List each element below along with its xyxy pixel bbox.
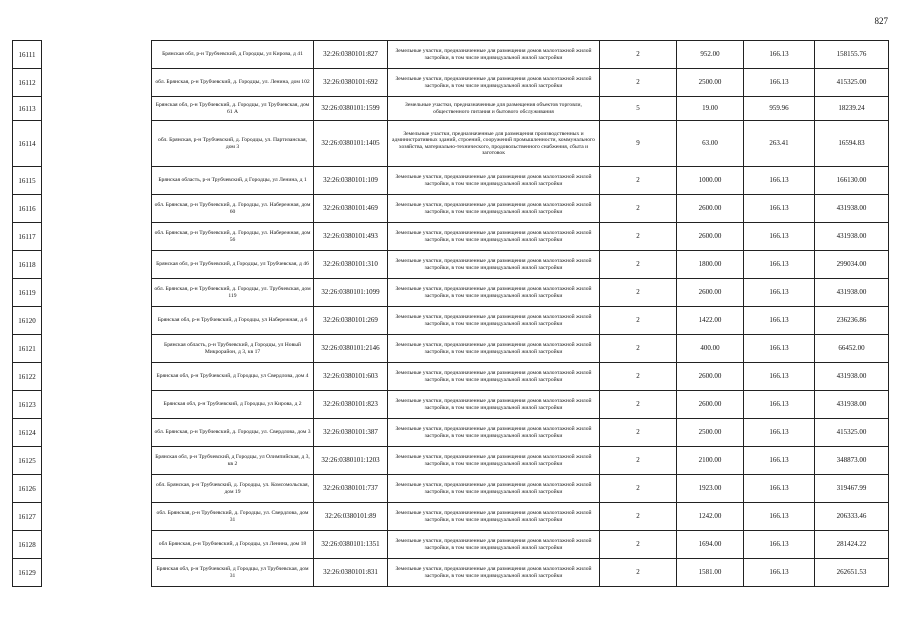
group-number-cell: 9 xyxy=(600,121,677,167)
group-number-cell: 2 xyxy=(600,307,677,335)
row-number-column xyxy=(12,40,42,587)
group-number-cell: 2 xyxy=(600,195,677,223)
row-number-cell: 16122 xyxy=(13,363,41,391)
land-purpose-cell: Земельные участки, предназначенные для размещения домов малоэтажной жилой застройки, в том числе индивидуальной жилой застройки xyxy=(388,363,600,391)
address-cell: обл Брянская, р-н Трубчевский, д Городцы, ул Ленина, дом 18 xyxy=(152,531,314,559)
area-cell: 1422.00 xyxy=(677,307,744,335)
row-number-cell: 16127 xyxy=(13,503,41,531)
specific-value-cell: 166.13 xyxy=(744,475,815,503)
area-cell: 2600.00 xyxy=(677,363,744,391)
land-purpose-cell: Земельные участки, предназначенные для размещения домов малоэтажной жилой застройки, в том числе индивидуальной жилой застройки xyxy=(388,279,600,307)
cadastral-value-cell: 281424.22 xyxy=(815,531,889,559)
area-cell: 1581.00 xyxy=(677,559,744,587)
cadastral-number-cell: 32:26:0380101:823 xyxy=(314,391,388,419)
cadastral-number-cell: 32:26:0380101:603 xyxy=(314,363,388,391)
address-cell: обл. Брянская, р-н Трубчевский, д. Городцы, ул. Набережная, дом 56 xyxy=(152,223,314,251)
land-purpose-cell: Земельные участки, предназначенные для размещения домов малоэтажной жилой застройки, в том числе индивидуальной жилой застройки xyxy=(388,167,600,195)
row-number-cell: 16128 xyxy=(13,531,41,559)
land-purpose-cell: Земельные участки, предназначенные для размещения домов малоэтажной жилой застройки, в том числе индивидуальной жилой застройки xyxy=(388,307,600,335)
land-purpose-cell: Земельные участки, предназначенные для размещения домов малоэтажной жилой застройки, в том числе индивидуальной жилой застройки xyxy=(388,503,600,531)
table-row xyxy=(152,363,889,391)
address-cell: обл. Брянская, р-н Трубчевский, д. Городцы, ул. Ленина, дом 102 xyxy=(152,69,314,97)
cadastral-number-cell: 32:26:0380101:269 xyxy=(314,307,388,335)
table-row xyxy=(152,391,889,419)
area-cell: 2600.00 xyxy=(677,223,744,251)
specific-value-cell: 166.13 xyxy=(744,69,815,97)
area-cell: 2500.00 xyxy=(677,69,744,97)
cadastral-value-cell: 16594.83 xyxy=(815,121,889,167)
area-cell: 2600.00 xyxy=(677,195,744,223)
area-cell: 1242.00 xyxy=(677,503,744,531)
cadastral-value-cell: 319467.99 xyxy=(815,475,889,503)
specific-value-cell: 166.13 xyxy=(744,223,815,251)
group-number-cell: 2 xyxy=(600,41,677,69)
cadastral-number-cell: 32:26:0380101:737 xyxy=(314,475,388,503)
group-number-cell: 2 xyxy=(600,335,677,363)
land-purpose-cell: Земельные участки, предназначенные для размещения домов малоэтажной жилой застройки, в том числе индивидуальной жилой застройки xyxy=(388,391,600,419)
address-cell: Брянская обл, р-н Трубчевский, д Городцы, ул Свердлова, дом 4 xyxy=(152,363,314,391)
row-number-cell: 16129 xyxy=(13,559,41,587)
land-purpose-cell: Земельные участки, предназначенные для размещения домов малоэтажной жилой застройки, в том числе индивидуальной жилой застройки xyxy=(388,447,600,475)
address-cell: обл. Брянская, р-н Трубчевский, д. Городцы, ул. Партизанская, дом 3 xyxy=(152,121,314,167)
specific-value-cell: 166.13 xyxy=(744,391,815,419)
group-number-cell: 2 xyxy=(600,251,677,279)
cadastral-number-cell: 32:26:0380101:1405 xyxy=(314,121,388,167)
area-cell: 2500.00 xyxy=(677,419,744,447)
cadastral-number-cell: 32:26:0380101:2146 xyxy=(314,335,388,363)
cadastral-value-cell: 262651.53 xyxy=(815,559,889,587)
group-number-cell: 2 xyxy=(600,447,677,475)
row-number-cell: 16114 xyxy=(13,121,41,167)
table-row xyxy=(152,69,889,97)
row-number-cell: 16112 xyxy=(13,69,41,97)
address-cell: Брянская обл, р-н Трубчевский, д Городцы, ул Набережная, д 6 xyxy=(152,307,314,335)
cadastral-value-cell: 431938.00 xyxy=(815,195,889,223)
table-row xyxy=(152,195,889,223)
cadastral-number-cell: 32:26:0380101:827 xyxy=(314,41,388,69)
area-cell: 2600.00 xyxy=(677,391,744,419)
row-number-cell: 16123 xyxy=(13,391,41,419)
address-cell: Брянская обл, р-н Трубчевский, д Городцы, ул Кирова, д 2 xyxy=(152,391,314,419)
specific-value-cell: 166.13 xyxy=(744,531,815,559)
specific-value-cell: 166.13 xyxy=(744,559,815,587)
area-cell: 952.00 xyxy=(677,41,744,69)
group-number-cell: 2 xyxy=(600,167,677,195)
table-row xyxy=(152,475,889,503)
row-number-cell: 16124 xyxy=(13,419,41,447)
address-cell: Брянская обл, р-н Трубчевский, д Городцы, ул Кирова, д 41 xyxy=(152,41,314,69)
specific-value-cell: 166.13 xyxy=(744,41,815,69)
cadastral-number-cell: 32:26:0380101:1099 xyxy=(314,279,388,307)
specific-value-cell: 166.13 xyxy=(744,419,815,447)
table-row xyxy=(152,121,889,167)
table-row xyxy=(152,223,889,251)
specific-value-cell: 166.13 xyxy=(744,307,815,335)
area-cell: 1923.00 xyxy=(677,475,744,503)
cadastral-value-cell: 206333.46 xyxy=(815,503,889,531)
land-purpose-cell: Земельные участки, предназначенные для размещения домов малоэтажной жилой застройки, в том числе индивидуальной жилой застройки xyxy=(388,531,600,559)
cadastral-number-cell: 32:26:0380101:831 xyxy=(314,559,388,587)
table-row xyxy=(152,41,889,69)
land-purpose-cell: Земельные участки, предназначенные для размещения домов малоэтажной жилой застройки, в том числе индивидуальной жилой застройки xyxy=(388,223,600,251)
land-purpose-cell: Земельные участки, предназначенные для размещения домов малоэтажной жилой застройки, в том числе индивидуальной жилой застройки xyxy=(388,559,600,587)
land-purpose-cell: Земельные участки, предназначенные для размещения домов малоэтажной жилой застройки, в том числе индивидуальной жилой застройки xyxy=(388,195,600,223)
land-purpose-cell: Земельные участки, предназначенные для размещения домов малоэтажной жилой застройки, в том числе индивидуальной жилой застройки xyxy=(388,419,600,447)
table-row xyxy=(152,335,889,363)
group-number-cell: 2 xyxy=(600,69,677,97)
cadastral-number-cell: 32:26:0380101:109 xyxy=(314,167,388,195)
table-row xyxy=(152,559,889,587)
row-number-cell: 16113 xyxy=(13,97,41,121)
land-purpose-cell: Земельные участки, предназначенные для размещения домов малоэтажной жилой застройки, в том числе индивидуальной жилой застройки xyxy=(388,41,600,69)
row-number-cell: 16125 xyxy=(13,447,41,475)
group-number-cell: 2 xyxy=(600,223,677,251)
group-number-cell: 5 xyxy=(600,97,677,121)
area-cell: 63.00 xyxy=(677,121,744,167)
cadastral-value-cell: 431938.00 xyxy=(815,391,889,419)
land-registry-table xyxy=(151,40,889,587)
address-cell: обл. Брянская, р-н Трубчевский, д. Городцы, ул. Набережная, дом 60 xyxy=(152,195,314,223)
table-row xyxy=(152,447,889,475)
area-cell: 2100.00 xyxy=(677,447,744,475)
address-cell: обл. Брянская, р-н Трубчевский, д. Городцы, ул. Свердлова, дом 3 xyxy=(152,419,314,447)
address-cell: Брянская обл, р-н Трубчевский, д. Городцы, ул Трубчевская, дом 61 А xyxy=(152,97,314,121)
cadastral-value-cell: 415325.00 xyxy=(815,69,889,97)
area-cell: 1694.00 xyxy=(677,531,744,559)
group-number-cell: 2 xyxy=(600,559,677,587)
address-cell: Брянская обл, р-н Трубчевский, д Городцы, ул Трубчевская, дом 31 xyxy=(152,559,314,587)
specific-value-cell: 166.13 xyxy=(744,447,815,475)
row-number-cell: 16116 xyxy=(13,195,41,223)
cadastral-value-cell: 415325.00 xyxy=(815,419,889,447)
address-cell: Брянская область, р-н Трубчевский, д Городцы, ул Новый Микрорайон, д 3, кв 17 xyxy=(152,335,314,363)
address-cell: обл. Брянская, р-н Трубчевский, д. Городцы, ул. Свердлова, дом 31 xyxy=(152,503,314,531)
group-number-cell: 2 xyxy=(600,475,677,503)
land-purpose-cell: Земельные участки, предназначенные для размещения объектов торговли, общественного питания и бытового обслуживания xyxy=(388,97,600,121)
specific-value-cell: 263.41 xyxy=(744,121,815,167)
address-cell: обл. Брянская, р-н Трубчевский, д. Городцы, ул. Трубчевская, дом 119 xyxy=(152,279,314,307)
table-row xyxy=(152,251,889,279)
cadastral-number-cell: 32:26:0380101:1203 xyxy=(314,447,388,475)
group-number-cell: 2 xyxy=(600,531,677,559)
specific-value-cell: 166.13 xyxy=(744,335,815,363)
group-number-cell: 2 xyxy=(600,419,677,447)
cadastral-value-cell: 299034.00 xyxy=(815,251,889,279)
table-row xyxy=(152,167,889,195)
cadastral-number-cell: 32:26:0380101:469 xyxy=(314,195,388,223)
cadastral-value-cell: 166130.00 xyxy=(815,167,889,195)
page-number: 827 xyxy=(874,16,888,26)
row-number-cell: 16119 xyxy=(13,279,41,307)
land-purpose-cell: Земельные участки, предназначенные для размещения домов малоэтажной жилой застройки, в том числе индивидуальной жилой застройки xyxy=(388,335,600,363)
group-number-cell: 2 xyxy=(600,279,677,307)
cadastral-number-cell: 32:26:0380101:310 xyxy=(314,251,388,279)
specific-value-cell: 166.13 xyxy=(744,195,815,223)
cadastral-value-cell: 66452.00 xyxy=(815,335,889,363)
area-cell: 400.00 xyxy=(677,335,744,363)
row-number-cell: 16111 xyxy=(13,41,41,69)
cadastral-value-cell: 158155.76 xyxy=(815,41,889,69)
cadastral-value-cell: 431938.00 xyxy=(815,279,889,307)
address-cell: Брянская обл, р-н Трубчевский, д Городцы, ул Трубчевская, д 46 xyxy=(152,251,314,279)
specific-value-cell: 166.13 xyxy=(744,279,815,307)
row-number-cell: 16117 xyxy=(13,223,41,251)
table-row xyxy=(152,279,889,307)
row-number-cell: 16115 xyxy=(13,167,41,195)
table-row xyxy=(152,503,889,531)
group-number-cell: 2 xyxy=(600,391,677,419)
area-cell: 1000.00 xyxy=(677,167,744,195)
land-purpose-cell: Земельные участки, предназначенные для размещения домов малоэтажной жилой застройки, в том числе индивидуальной жилой застройки xyxy=(388,69,600,97)
cadastral-number-cell: 32:26:0380101:493 xyxy=(314,223,388,251)
land-purpose-cell: Земельные участки, предназначенные для размещения домов малоэтажной жилой застройки, в том числе индивидуальной жилой застройки xyxy=(388,251,600,279)
address-cell: Брянская обл, р-н Трубчевский, д Городцы, ул Олимпийская, д 3, кв 2 xyxy=(152,447,314,475)
specific-value-cell: 166.13 xyxy=(744,503,815,531)
row-number-cell: 16120 xyxy=(13,307,41,335)
cadastral-number-cell: 32:26:0380101:1599 xyxy=(314,97,388,121)
cadastral-number-cell: 32:26:0380101:89 xyxy=(314,503,388,531)
land-purpose-cell: Земельные участки, предназначенные для размещения производственных и административных зданий, строений, сооружений промышленности, коммунального хозяйства, материально-технического, продовольственного снабжения, сбыта и заготовок xyxy=(388,121,600,167)
address-cell: Брянская область, р-н Трубчевский, д Городцы, ул Ленина, д 1 xyxy=(152,167,314,195)
area-cell: 2600.00 xyxy=(677,279,744,307)
group-number-cell: 2 xyxy=(600,503,677,531)
group-number-cell: 2 xyxy=(600,363,677,391)
row-number-cell: 16126 xyxy=(13,475,41,503)
cadastral-number-cell: 32:26:0380101:387 xyxy=(314,419,388,447)
cadastral-value-cell: 431938.00 xyxy=(815,223,889,251)
area-cell: 19.00 xyxy=(677,97,744,121)
specific-value-cell: 166.13 xyxy=(744,251,815,279)
land-purpose-cell: Земельные участки, предназначенные для размещения домов малоэтажной жилой застройки, в том числе индивидуальной жилой застройки xyxy=(388,475,600,503)
row-number-cell: 16118 xyxy=(13,251,41,279)
cadastral-value-cell: 431938.00 xyxy=(815,363,889,391)
table-row xyxy=(152,307,889,335)
cadastral-value-cell: 348873.00 xyxy=(815,447,889,475)
row-number-cell: 16121 xyxy=(13,335,41,363)
cadastral-value-cell: 18239.24 xyxy=(815,97,889,121)
specific-value-cell: 166.13 xyxy=(744,167,815,195)
specific-value-cell: 959.96 xyxy=(744,97,815,121)
cadastral-number-cell: 32:26:0380101:1351 xyxy=(314,531,388,559)
specific-value-cell: 166.13 xyxy=(744,363,815,391)
table-row xyxy=(152,97,889,121)
area-cell: 1800.00 xyxy=(677,251,744,279)
cadastral-value-cell: 236236.86 xyxy=(815,307,889,335)
address-cell: обл. Брянская, р-н Трубчевский, д. Городцы, ул. Комсомольская, дом 19 xyxy=(152,475,314,503)
table-row xyxy=(152,419,889,447)
table-row xyxy=(152,531,889,559)
cadastral-number-cell: 32:26:0380101:692 xyxy=(314,69,388,97)
